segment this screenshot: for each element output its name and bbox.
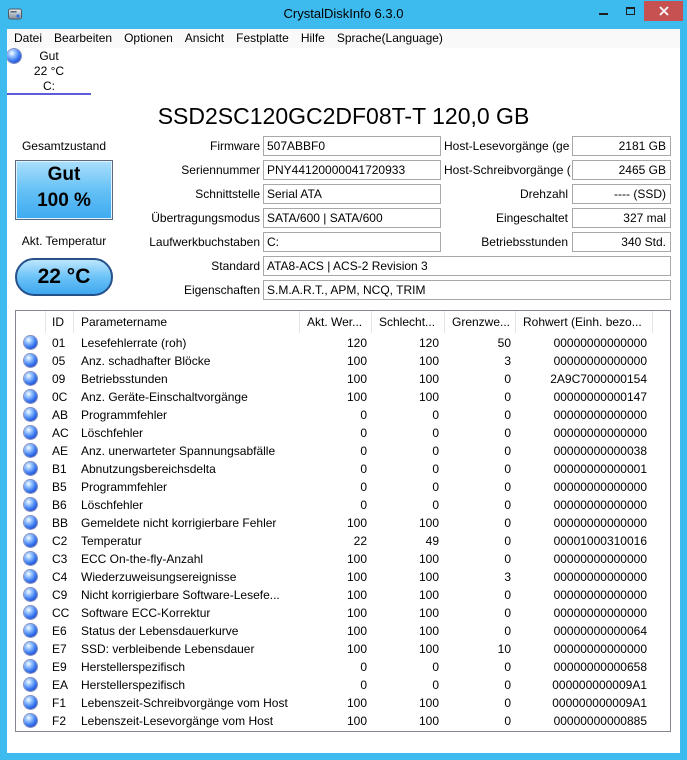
smart-threshold-cell: 0 <box>504 516 511 530</box>
interface-label: Schnittstelle <box>195 187 260 201</box>
host-writes-label: Host-Schreibvorgänge ( <box>444 163 571 177</box>
status-ball-icon <box>24 552 37 565</box>
status-ball-icon <box>24 660 37 673</box>
smart-row-05[interactable] <box>16 352 670 370</box>
smart-name-cell: SSD: verbleibende Lebensdauer <box>81 642 255 656</box>
smart-threshold-cell: 0 <box>504 408 511 422</box>
smart-name-cell: Temperatur <box>81 534 142 548</box>
smart-row-bb[interactable] <box>16 514 670 532</box>
health-status-text: Gut <box>47 164 81 185</box>
status-ball-icon <box>24 354 37 367</box>
smart-id-cell: C4 <box>52 570 68 584</box>
info-row-drive-letter <box>7 232 680 252</box>
title-bar[interactable] <box>0 0 687 29</box>
smart-current-cell: 100 <box>346 372 367 386</box>
smart-status-cell <box>16 370 46 388</box>
smart-name-cell: Abnutzungsbereichsdelta <box>81 462 216 476</box>
status-ball-icon <box>24 426 37 439</box>
smart-id-cell: C9 <box>52 588 68 602</box>
smart-raw-cell: 000000000009A1 <box>552 678 647 692</box>
smart-id-cell: F1 <box>52 696 67 710</box>
smart-name-cell: Herstellerspezifisch <box>81 678 186 692</box>
smart-raw-cell: 00000000000000 <box>553 570 647 584</box>
smart-threshold-cell: 0 <box>504 606 511 620</box>
firmware-value: 507ABBF0 <box>263 136 441 156</box>
smart-threshold-cell: 0 <box>504 588 511 602</box>
smart-worst-cell: 100 <box>418 570 439 584</box>
smart-worst-cell: 100 <box>418 642 439 656</box>
smart-name-cell: Status der Lebensdauerkurve <box>81 624 239 638</box>
menu-sprache[interactable]: Sprache(Language) <box>336 31 443 45</box>
smart-row-f1[interactable] <box>16 694 670 712</box>
smart-id-cell: CC <box>52 606 70 620</box>
smart-current-cell: 22 <box>353 534 367 548</box>
smart-name-cell: Programmfehler <box>81 408 168 422</box>
smart-status-cell <box>16 424 46 442</box>
smart-raw-cell: 00000000000000 <box>553 336 647 350</box>
smart-worst-cell: 100 <box>418 390 439 404</box>
smart-worst-cell: 120 <box>418 336 439 350</box>
header-parameter-name[interactable]: Parametername <box>74 311 300 333</box>
smart-row-c4[interactable] <box>16 568 670 586</box>
smart-row-b6[interactable] <box>16 496 670 514</box>
smart-current-cell: 0 <box>360 498 367 512</box>
smart-row-e9[interactable] <box>16 658 670 676</box>
smart-current-cell: 100 <box>346 552 367 566</box>
smart-attributes-table[interactable] <box>15 310 671 732</box>
status-ball-icon <box>24 498 37 511</box>
smart-status-cell <box>16 712 46 730</box>
smart-name-cell: Herstellerspezifisch <box>81 660 186 674</box>
status-ball-icon <box>24 372 37 385</box>
smart-name-cell: Anz. schadhafter Blöcke <box>81 354 211 368</box>
smart-worst-cell: 0 <box>432 660 439 674</box>
smart-id-cell: B1 <box>52 462 67 476</box>
smart-name-cell: Löschfehler <box>81 426 144 440</box>
smart-raw-cell: 000000000009A1 <box>552 696 647 710</box>
temperature-button[interactable]: 22 °C <box>15 258 113 296</box>
close-icon <box>659 6 669 16</box>
smart-row-ae[interactable] <box>16 442 670 460</box>
close-button[interactable] <box>644 1 683 21</box>
smart-name-cell: Löschfehler <box>81 498 144 512</box>
smart-status-cell <box>16 352 46 370</box>
smart-status-cell <box>16 640 46 658</box>
smart-current-cell: 0 <box>360 426 367 440</box>
interface-value: Serial ATA <box>263 184 441 204</box>
header-status[interactable] <box>16 311 46 333</box>
smart-worst-cell: 100 <box>418 588 439 602</box>
power-on-hours-value: 340 Std. <box>572 232 671 252</box>
maximize-icon <box>626 7 635 15</box>
status-ball-icon <box>24 516 37 529</box>
smart-name-cell: Lebenszeit-Lesevorgänge vom Host <box>81 714 274 728</box>
smart-status-cell <box>16 568 46 586</box>
smart-raw-cell: 00000000000000 <box>553 498 647 512</box>
crystaldiskinfo-app-icon[interactable] <box>7 6 23 22</box>
smart-worst-cell: 100 <box>418 372 439 386</box>
smart-current-cell: 100 <box>346 390 367 404</box>
smart-name-cell: Lebenszeit-Schreibvorgänge vom Host <box>81 696 288 710</box>
status-ball-icon <box>24 696 37 709</box>
smart-worst-cell: 0 <box>432 480 439 494</box>
menu-bar <box>7 29 680 48</box>
smart-table-body <box>16 334 670 730</box>
smart-row-ac[interactable] <box>16 424 670 442</box>
smart-status-cell <box>16 532 46 550</box>
disk-tab-status: Gut <box>39 49 59 63</box>
smart-name-cell: Nicht korrigierbare Software-Lesefe... <box>81 588 280 602</box>
smart-status-cell <box>16 514 46 532</box>
smart-raw-cell: 00001000310016 <box>553 534 647 548</box>
menu-hilfe[interactable]: Hilfe <box>300 31 325 45</box>
health-percent-text: 100 % <box>37 190 91 211</box>
smart-threshold-cell: 0 <box>504 660 511 674</box>
smart-status-cell <box>16 460 46 478</box>
smart-id-cell: AE <box>52 444 69 458</box>
smart-name-cell: Betriebsstunden <box>81 372 168 386</box>
smart-worst-cell: 0 <box>432 678 439 692</box>
smart-row-cc[interactable] <box>16 604 670 622</box>
disk-tab-text <box>19 49 79 94</box>
smart-row-ea[interactable] <box>16 676 670 694</box>
window-title: CrystalDiskInfo 6.3.0 <box>283 6 404 21</box>
smart-id-cell: B5 <box>52 480 67 494</box>
smart-name-cell: Gemeldete nicht korrigierbare Fehler <box>81 516 277 530</box>
smart-worst-cell: 100 <box>418 696 439 710</box>
status-ball-icon <box>24 606 37 619</box>
smart-threshold-cell: 0 <box>504 552 511 566</box>
smart-worst-cell: 100 <box>418 606 439 620</box>
smart-status-cell <box>16 604 46 622</box>
rotation-rate-label: Drehzahl <box>519 187 568 201</box>
client-area <box>7 29 680 753</box>
status-ball-icon <box>24 714 37 727</box>
smart-raw-cell: 00000000000000 <box>553 408 647 422</box>
smart-id-cell: E7 <box>52 642 67 656</box>
smart-raw-cell: 00000000000147 <box>553 390 647 404</box>
status-ball-icon <box>24 390 37 403</box>
smart-threshold-cell: 0 <box>504 480 511 494</box>
smart-name-cell: Anz. Geräte-Einschaltvorgänge <box>81 390 248 404</box>
smart-status-cell <box>16 550 46 568</box>
power-on-count-value: 327 mal <box>572 208 671 228</box>
smart-worst-cell: 100 <box>418 354 439 368</box>
smart-threshold-cell: 3 <box>504 354 511 368</box>
smart-id-cell: E6 <box>52 624 67 638</box>
smart-current-cell: 0 <box>360 408 367 422</box>
host-reads-value: 2181 GB <box>572 136 671 156</box>
smart-current-cell: 0 <box>360 480 367 494</box>
smart-name-cell: Anz. unerwarteter Spannungsabfälle <box>81 444 276 458</box>
smart-worst-cell: 100 <box>418 624 439 638</box>
info-row-transfer-mode <box>7 208 680 228</box>
serial-value: PNY44120000041720933 <box>263 160 441 180</box>
info-row-features <box>7 280 680 300</box>
smart-id-cell: E9 <box>52 660 67 674</box>
smart-status-cell <box>16 496 46 514</box>
smart-raw-cell: 00000000000658 <box>553 660 647 674</box>
smart-raw-cell: 00000000000000 <box>553 480 647 494</box>
header-worst-value[interactable]: Schlecht... <box>372 311 445 333</box>
smart-threshold-cell: 0 <box>504 372 511 386</box>
smart-row-01[interactable] <box>16 334 670 352</box>
standard-label: Standard <box>211 259 260 273</box>
smart-raw-cell: 00000000000000 <box>553 642 647 656</box>
smart-status-cell <box>16 676 46 694</box>
smart-id-cell: AB <box>52 408 69 422</box>
smart-threshold-cell: 3 <box>504 570 511 584</box>
power-on-hours-label: Betriebsstunden <box>481 235 568 249</box>
smart-raw-cell: 00000000000064 <box>553 624 647 638</box>
smart-current-cell: 0 <box>360 444 367 458</box>
smart-current-cell: 100 <box>346 624 367 638</box>
smart-raw-cell: 00000000000000 <box>553 606 647 620</box>
smart-id-cell: 05 <box>52 354 66 368</box>
smart-threshold-cell: 0 <box>504 462 511 476</box>
smart-current-cell: 0 <box>360 678 367 692</box>
status-ball-icon <box>24 534 37 547</box>
smart-row-09[interactable] <box>16 370 670 388</box>
disk-model-title: SSD2SC120GC2DF08T-T 120,0 GB <box>157 103 530 129</box>
smart-status-cell <box>16 478 46 496</box>
maximize-button[interactable] <box>617 1 644 21</box>
rotation-rate-value: ---- (SSD) <box>572 184 671 204</box>
smart-status-cell <box>16 442 46 460</box>
smart-threshold-cell: 0 <box>504 498 511 512</box>
menu-ansicht[interactable]: Ansicht <box>184 31 225 45</box>
smart-id-cell: F2 <box>52 714 67 728</box>
menu-festplatte[interactable]: Festplatte <box>236 31 289 45</box>
smart-threshold-cell: 0 <box>504 444 511 458</box>
smart-current-cell: 100 <box>346 606 367 620</box>
power-on-count-label: Eingeschaltet <box>495 211 568 225</box>
smart-name-cell: Software ECC-Korrektur <box>81 606 211 620</box>
transfer-mode-value: SATA/600 | SATA/600 <box>263 208 441 228</box>
smart-status-cell <box>16 406 46 424</box>
smart-status-cell <box>16 388 46 406</box>
smart-row-e7[interactable] <box>16 640 670 658</box>
minimize-icon <box>599 13 608 15</box>
selected-disk-indicator <box>7 93 91 95</box>
host-reads-label: Host-Lesevorgänge (ge <box>444 139 570 153</box>
status-ball-icon <box>24 408 37 421</box>
menu-bearbeiten[interactable]: Bearbeiten <box>54 31 113 45</box>
smart-status-cell <box>16 622 46 640</box>
disk-tab-temperature: 22 °C <box>33 64 65 78</box>
smart-worst-cell: 0 <box>432 444 439 458</box>
minimize-button[interactable] <box>590 1 617 21</box>
smart-name-cell: Programmfehler <box>81 480 168 494</box>
smart-name-cell: Wiederzuweisungsereignisse <box>81 570 237 584</box>
transfer-mode-label: Übertragungsmodus <box>151 211 260 225</box>
smart-threshold-cell: 0 <box>504 696 511 710</box>
drive-letter-label: Laufwerkbuchstaben <box>149 235 260 249</box>
smart-raw-cell: 00000000000000 <box>553 516 647 530</box>
smart-id-cell: AC <box>52 426 69 440</box>
smart-row-c3[interactable] <box>16 550 670 568</box>
smart-status-cell <box>16 658 46 676</box>
status-ball-icon <box>24 444 37 457</box>
header-current-value[interactable]: Akt. Wer... <box>300 311 372 333</box>
host-writes-value: 2465 GB <box>572 160 671 180</box>
smart-raw-cell: 00000000000000 <box>553 588 647 602</box>
smart-worst-cell: 49 <box>425 534 439 548</box>
smart-threshold-cell: 0 <box>504 714 511 728</box>
smart-row-ab[interactable] <box>16 406 670 424</box>
smart-id-cell: 01 <box>52 336 66 350</box>
status-ball-icon <box>24 624 37 637</box>
smart-id-cell: BB <box>52 516 69 530</box>
info-row-standard <box>7 256 680 276</box>
smart-threshold-cell: 0 <box>504 426 511 440</box>
info-row-serial <box>7 160 680 180</box>
smart-current-cell: 0 <box>360 462 367 476</box>
info-row-interface <box>7 184 680 204</box>
disk-tab-c[interactable] <box>7 48 91 96</box>
features-label: Eigenschaften <box>183 283 260 297</box>
drive-letter-value: C: <box>263 232 441 252</box>
smart-row-b5[interactable] <box>16 478 670 496</box>
header-raw-value[interactable]: Rohwert (Einh. bezo... <box>516 311 653 333</box>
smart-raw-cell: 00000000000000 <box>553 552 647 566</box>
smart-worst-cell: 100 <box>418 516 439 530</box>
smart-id-cell: C3 <box>52 552 68 566</box>
smart-worst-cell: 0 <box>432 462 439 476</box>
status-ball-icon <box>24 570 37 583</box>
serial-label: Seriennummer <box>181 163 260 177</box>
menu-optionen[interactable]: Optionen <box>124 31 173 45</box>
smart-current-cell: 120 <box>346 336 367 350</box>
disk-tab-drive-letter: C: <box>43 79 55 93</box>
status-ball-icon <box>24 678 37 691</box>
smart-status-cell <box>16 694 46 712</box>
smart-worst-cell: 0 <box>432 408 439 422</box>
smart-id-cell: C2 <box>52 534 68 548</box>
status-ball-icon <box>24 588 37 601</box>
smart-threshold-cell: 0 <box>504 534 511 548</box>
smart-row-0c[interactable] <box>16 388 670 406</box>
smart-threshold-cell: 0 <box>504 390 511 404</box>
smart-raw-cell: 2A9C7000000154 <box>550 372 647 386</box>
health-status-label: Gesamtzustand <box>21 139 107 153</box>
menu-datei[interactable]: Datei <box>14 31 43 45</box>
smart-current-cell: 100 <box>346 354 367 368</box>
info-row-firmware <box>7 136 680 156</box>
standard-value: ATA8-ACS | ACS-2 Revision 3 <box>263 256 671 276</box>
smart-current-cell: 100 <box>346 516 367 530</box>
smart-row-c2[interactable] <box>16 532 670 550</box>
smart-threshold-cell: 50 <box>497 336 511 350</box>
status-ball-icon <box>24 462 37 475</box>
smart-id-cell: 0C <box>52 390 68 404</box>
smart-row-f2[interactable] <box>16 712 670 730</box>
smart-worst-cell: 0 <box>432 426 439 440</box>
smart-current-cell: 0 <box>360 660 367 674</box>
smart-row-e6[interactable] <box>16 622 670 640</box>
smart-threshold-cell: 0 <box>504 624 511 638</box>
smart-raw-cell: 00000000000038 <box>553 444 647 458</box>
firmware-label: Firmware <box>210 139 260 153</box>
status-ball-icon <box>24 642 37 655</box>
smart-row-c9[interactable] <box>16 586 670 604</box>
status-ball-icon <box>24 480 37 493</box>
smart-status-cell <box>16 334 46 352</box>
smart-row-b1[interactable] <box>16 460 670 478</box>
features-value: S.M.A.R.T., APM, NCQ, TRIM <box>263 280 671 300</box>
smart-status-cell <box>16 586 46 604</box>
smart-threshold-cell: 10 <box>497 642 511 656</box>
smart-current-cell: 100 <box>346 570 367 584</box>
smart-current-cell: 100 <box>346 714 367 728</box>
smart-id-cell: EA <box>52 678 69 692</box>
smart-raw-cell: 00000000000001 <box>553 462 647 476</box>
smart-worst-cell: 0 <box>432 498 439 512</box>
smart-raw-cell: 00000000000000 <box>553 426 647 440</box>
header-id[interactable]: ID <box>46 311 74 333</box>
smart-name-cell: Lesefehlerrate (roh) <box>81 336 187 350</box>
smart-id-cell: 09 <box>52 372 66 386</box>
smart-current-cell: 100 <box>346 642 367 656</box>
smart-raw-cell: 00000000000885 <box>553 714 647 728</box>
smart-current-cell: 100 <box>346 588 367 602</box>
smart-table-header <box>16 311 670 333</box>
temperature-label: Akt. Temperatur <box>21 234 107 248</box>
smart-threshold-cell: 0 <box>504 678 511 692</box>
smart-name-cell: ECC On-the-fly-Anzahl <box>81 552 204 566</box>
header-threshold[interactable]: Grenzwe... <box>445 311 516 333</box>
smart-id-cell: B6 <box>52 498 67 512</box>
smart-raw-cell: 00000000000000 <box>553 354 647 368</box>
smart-worst-cell: 100 <box>418 552 439 566</box>
smart-worst-cell: 100 <box>418 714 439 728</box>
smart-current-cell: 100 <box>346 696 367 710</box>
status-ball-icon <box>24 336 37 349</box>
